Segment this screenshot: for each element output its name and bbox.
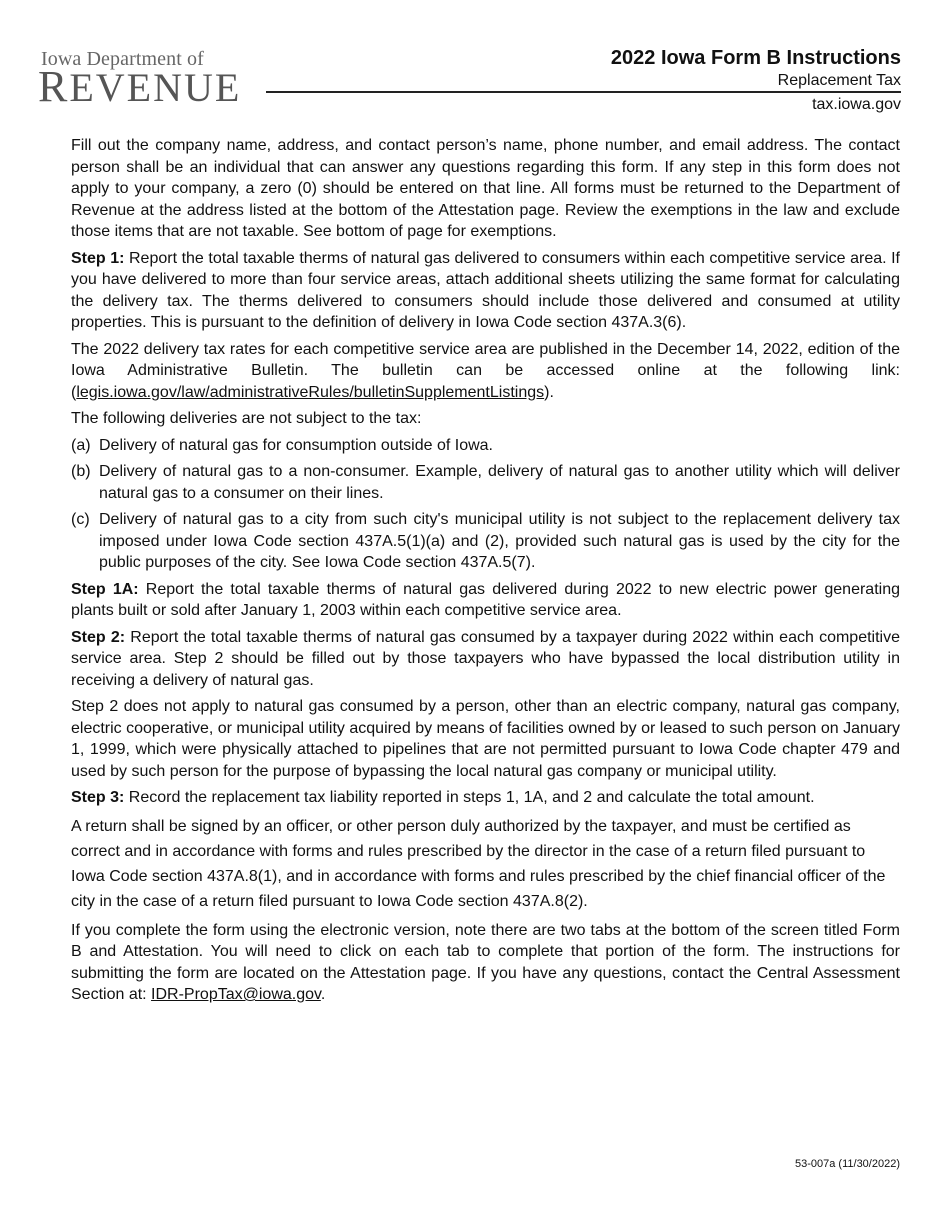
- exemption-marker: (c): [71, 511, 90, 528]
- exemptions-intro: The following deliveries are not subject to the tax:: [71, 410, 422, 427]
- rates-text: The 2022 delivery tax rates for each competitive service area are published in the December 14, 2022, edition of the Iowa Administrative Bulletin. The bulletin can be accessed online at the following link: (: [71, 340, 900, 401]
- step1-text: Report the total taxable therms of natural gas delivered to consumers within each competitive service area. If you have delivered to more than four service areas, attach additional sheets utilizing the same format for calculating the delivery tax. The therms delivered to consumers should include those delivered and consumed at utility properties. This is pursuant to the definition of delivery in Iowa Code section 437A.3(6).: [71, 249, 901, 331]
- logo-revenue-text: [38, 62, 248, 111]
- document-header: [611, 46, 901, 116]
- rates-paragraph: [71, 339, 900, 404]
- logo-department-text: Iowa Department of: [41, 48, 204, 70]
- intro-paragraph: Fill out the company name, address, and contact person’s name, phone number, and email address. The contact person shall be an individual that can answer any questions regarding this form. If any step in this form does not apply to your company, a zero (0) should be entered on that line. All forms must be returned to the Department of Revenue at the address listed at the bottom of the Attestation page. Review the exemptions in the law and exclude those items that are not taxable. See bottom of page for exemptions.: [71, 137, 900, 240]
- exemption-text: Delivery of natural gas for consumption outside of Iowa.: [99, 436, 493, 454]
- step3-paragraph: [71, 787, 900, 809]
- exemption-marker: (a): [71, 436, 91, 454]
- step1a-text: Report the total taxable therms of natural gas delivered during 2022 to new electric power generating plants built or sold after January 1, 2003 within each competitive service area.: [71, 580, 900, 619]
- bulletin-link[interactable]: legis.iowa.gov/law/administrativeRules/bulletinSupplementListings: [76, 383, 545, 401]
- exemption-text: Delivery of natural gas to a city from such city's municipal utility is not subject to the replacement delivery tax imposed under Iowa Code section 437A.5(1)(a) and (2), provided such natural gas is used by the city for the public purposes of the city. See Iowa Code section 437A.5(7).: [99, 511, 900, 571]
- logo-revenue-rest: EVENUE: [69, 65, 242, 110]
- step2-paragraph: [71, 627, 900, 692]
- step3-text: Record the replacement tax liability reported in steps 1, 1A, and 2 and calculate the total amount.: [124, 789, 815, 806]
- electronic-text: If you complete the form using the electronic version, note there are two tabs at the bottom of the screen titled Form B and Attestation. You will need to click on each tab to complete that portion of the form. The instructions for submitting the form are located on the Attestation page. If you have any questions, contact the Central Assessment Section at:: [71, 921, 900, 1004]
- contact-email-link[interactable]: IDR-PropTax@iowa.gov: [151, 986, 321, 1004]
- step2-note-paragraph: Step 2 does not apply to natural gas consumed by a person, other than an electric company, natural gas company, electric cooperative, or municipal utility acquired by means of facilities owned by or leased to such person on January 1, 1999, which were physically attached to pipelines that are not permitted pursuant to Iowa Code chapter 479 and used by such person for the purpose of bypassing the local natural gas company or municipal utility.: [71, 698, 900, 780]
- step1a-paragraph: [71, 579, 900, 622]
- electronic-paragraph: [71, 920, 900, 1006]
- form-subtitle: Replacement Tax: [777, 72, 901, 89]
- step3-label: Step 3:: [71, 789, 125, 806]
- exemption-item-b: [71, 461, 900, 504]
- instructions-body: [71, 135, 900, 1011]
- logo-revenue-initial: R: [38, 62, 70, 111]
- exemption-text: Delivery of natural gas to a non-consumer. Example, delivery of natural gas to another utility which will deliver natural gas to a consumer on their lines.: [99, 463, 900, 502]
- website-text: tax.iowa.gov: [812, 96, 901, 113]
- form-code: 53-007a (11/30/2022): [795, 1158, 900, 1170]
- exemption-item-c: [71, 509, 900, 574]
- step2-label: Step 2:: [71, 628, 126, 646]
- step1-label: Step 1:: [71, 249, 125, 267]
- electronic-end: .: [320, 986, 326, 1004]
- step2-text: Report the total taxable therms of natural gas consumed by a taxpayer during 2022 within each competitive service area. Step 2 should be filled out by those taxpayers who have bypassed the local distribution utility in receiving a delivery of natural gas.: [71, 628, 900, 689]
- signature-paragraph: A return shall be signed by an officer, or other person duly authorized by the taxpayer, and must be certified as correct and in accordance with forms and rules prescribed by the director in the case of a return filed pursuant to Iowa Code section 437A.8(1), and in accordance with forms and rules prescribed by the chief financial officer of the city in the case of a return filed pursuant to Iowa Code section 437A.8(2).: [71, 817, 886, 911]
- rates-text-end: ).: [544, 383, 554, 401]
- exemption-item-a: [71, 435, 900, 457]
- step1-paragraph: [71, 248, 900, 334]
- iowa-revenue-logo: [38, 48, 248, 111]
- step1a-label: Step 1A:: [71, 580, 139, 598]
- header-rule: [266, 91, 901, 93]
- form-title: 2022 Iowa Form B Instructions: [610, 47, 901, 69]
- exemption-marker: (b): [71, 463, 91, 480]
